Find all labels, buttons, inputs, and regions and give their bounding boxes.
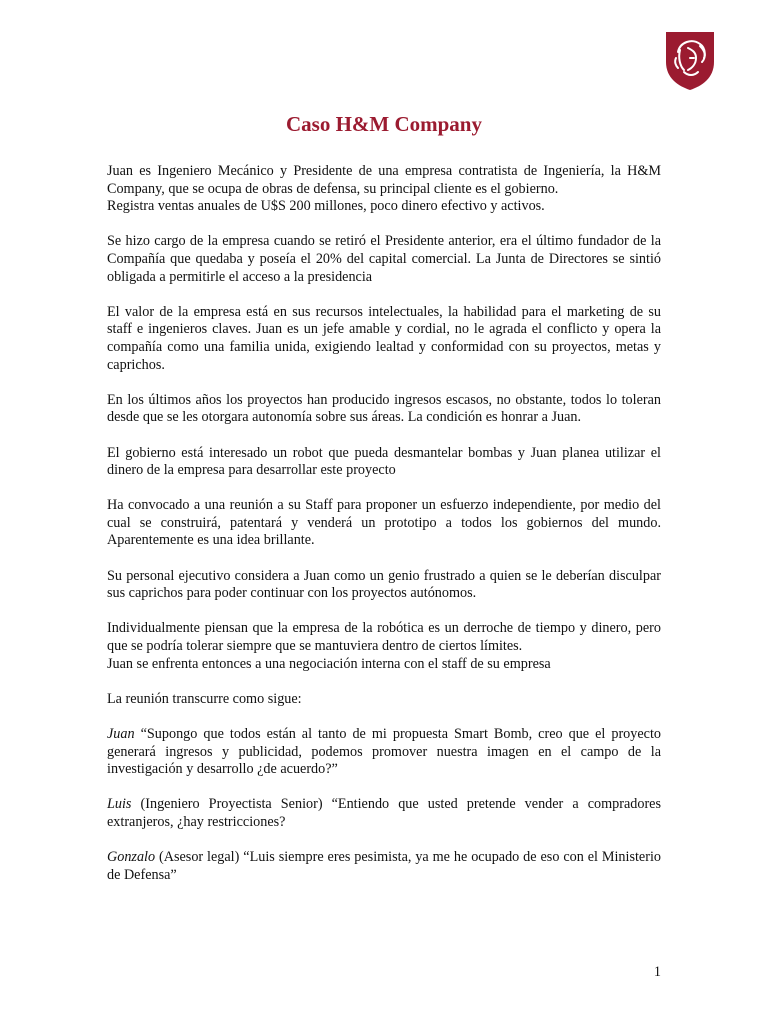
- dialogue-entry: [107, 849, 661, 884]
- paragraph-line: Juan es Ingeniero Mecánico y Presidente de una empresa contratista de Ingeniería, la H&M Company, que se ocupa de obras de defensa, su principal cliente es el gobierno.: [107, 163, 661, 197]
- document-body: [107, 163, 661, 902]
- dialogue-entry: [107, 726, 661, 779]
- dialogue-text: (Asesor legal) “Luis siempre eres pesimista, ya me he ocupado de eso con el Ministerio de Defensa”: [107, 849, 661, 883]
- paragraph: [107, 620, 661, 673]
- dialogue-text: (Ingeniero Proyectista Senior) “Entiendo que usted pretende vender a compradores extranjeros, ¿hay restricciones?: [107, 796, 661, 830]
- paragraph: El valor de la empresa está en sus recursos intelectuales, la habilidad para el marketing de su staff e ingenieros claves. Juan es un jefe amable y cordial, no le agrada el conflicto y opera la compañía como una familia unida, exigiendo lealtad y conformidad con su proyectos, metas y caprichos.: [107, 303, 661, 373]
- speaker-name: Luis: [107, 796, 132, 813]
- dialogue-text: “Supongo que todos están al tanto de mi propuesta Smart Bomb, creo que el proyecto generará ingresos y publicidad, podemos promover nuestra imagen en el campo de la investigación y desarrollo ¿de acuerdo?”: [107, 726, 661, 778]
- dialogue-entry: [107, 796, 661, 831]
- paragraph: La reunión transcurre como sigue:: [107, 690, 302, 707]
- shield-lion-crest-icon: [662, 28, 718, 92]
- paragraph-line: Registra ventas anuales de U$S 200 millones, poco dinero efectivo y activos.: [107, 198, 545, 215]
- page-number: 1: [653, 964, 661, 980]
- paragraph: [107, 163, 661, 216]
- paragraph-line: Individualmente piensan que la empresa de la robótica es un derroche de tiempo y dinero, pero que se podría tolerar siempre que se mantuviera dentro de ciertos límites.: [107, 620, 661, 655]
- speaker-name: Juan: [107, 726, 135, 742]
- paragraph: Ha convocado a una reunión a su Staff para proponer un esfuerzo independiente, por medio del cual se construirá, patentará y venderá un prototipo a todos los gobiernos del mundo. Aparentemente es una idea brillante.: [107, 497, 661, 549]
- paragraph: En los últimos años los proyectos han producido ingresos escasos, no obstante, todos lo toleran desde que se les otorgara autonomía sobre sus áreas. La condición es honrar a Juan.: [107, 391, 661, 426]
- paragraph: Se hizo cargo de la empresa cuando se retiró el Presidente anterior, era el último fundador de la Compañía que quedaba y poseía el 20% del capital comercial. La Junta de Directores se sintió obligada a permitirle el acceso a la presidencia: [107, 233, 661, 285]
- paragraph: Su personal ejecutivo considera a Juan como un genio frustrado a quien se le deberían disculpar sus caprichos para poder continuar con los proyectos autónomos.: [107, 567, 661, 602]
- paragraph: El gobierno está interesado un robot que pueda desmantelar bombas y Juan planea utilizar el dinero de la empresa para desarrollar este proyecto: [107, 444, 661, 479]
- paragraph-line: Juan se enfrenta entonces a una negociación interna con el staff de su empresa: [107, 655, 551, 672]
- document-title: Caso H&M Company: [285, 112, 482, 136]
- speaker-name: Gonzalo: [107, 849, 156, 866]
